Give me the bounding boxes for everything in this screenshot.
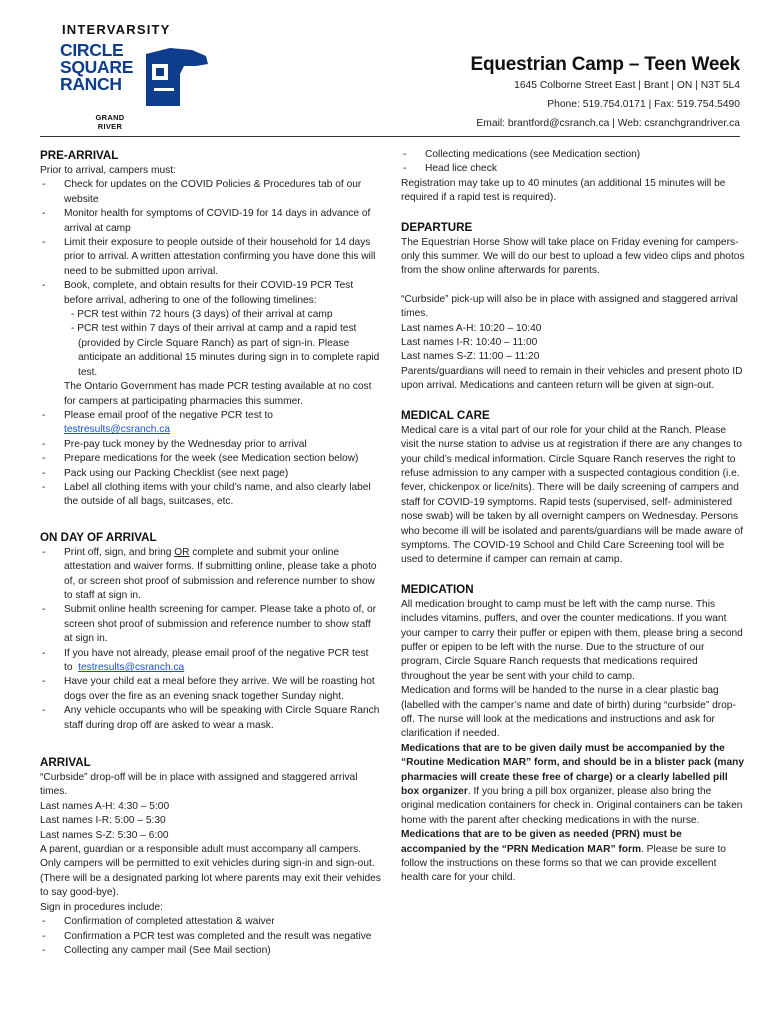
- medication-paragraph: Medication and forms will be handed to the nurse in a clear plastic bag (labelled with the camper’s name and date of birth) during “curbside” drop-off. The nurse will look at the medications and instructions and ask for clarification if needed.: [401, 685, 736, 740]
- list-item: - Prepare medications for the week (see Medication section below): [40, 452, 382, 466]
- left-column: [40, 148, 382, 958]
- list-item: - Collecting medications (see Medication section): [401, 148, 746, 162]
- list-item: - Please email proof of the negative PCR test to testresults@csranch.ca: [40, 409, 382, 438]
- departure-time-slot: Last names S-Z: 11:00 – 11:20: [401, 351, 540, 363]
- camp-logo: [58, 22, 208, 140]
- header-divider: [40, 136, 740, 137]
- departure-time-slot: Last names A-H: 10:20 – 10:40: [401, 322, 542, 334]
- circle-square-ranch-wordmark: CIRCLE SQUARE RANCH: [60, 40, 134, 94]
- list-item: - Monitor health for symptoms of COVID-19 for 14 days in advance of arrival at camp: [40, 207, 382, 236]
- medication-paragraph: All medication brought to camp must be left with the camp nurse. This includes vitamins, puffers, and over the counter medications. If you want your camper to carry their puffer or epipen with them, please bring a second puffer or epipen to be left with the nurse. Due to the structure of our program, Circle Square Ranch requests that medications required throughout the year be sent with your child to camp.: [401, 598, 743, 682]
- testresults-email-link[interactable]: testresults@csranch.ca: [64, 424, 171, 436]
- list-item: - Book, complete, and obtain results for their COVID-19 PCR Test before arrival, adhering to one of the following timelines:: [40, 279, 382, 308]
- arrival-time-slot: Last names I-R: 5:00 – 5:30: [40, 815, 166, 827]
- departure-heading: DEPARTURE: [401, 220, 473, 234]
- list-item: - Pre-pay tuck money by the Wednesday prior to arrival: [40, 438, 382, 452]
- page-header: [471, 54, 741, 133]
- arrival-paragraph: A parent, guardian or a responsible adult must accompany all campers. Only campers will be permitted to exit vehicles during sign-in and sign-out. (There will be a designated parking lot where parents may exit their vehides to say good-bye).: [40, 844, 381, 899]
- arrival-paragraph: “Curbside” drop-off will be in place with assigned and staggered arrival times.: [40, 772, 358, 798]
- pcr-note: The Ontario Government has made PCR testing available at no cost for campers at participating pharmacies this summer.: [64, 381, 372, 407]
- medical-care-paragraph: Medical care is a vital part of our role for your child at the Ranch. Please visit the nurse station to advise us at registration if there are any changes to your child’s medical information. Circle Square Ranch reserves the right to refuse admission to any camper with a suspected contagious condition (i.e. fever, chickenpox or lice/nits). There will be daily screening of campers and staff for COVID-19 symptoms. Rapid tests (supervised, self- administered nose swab) will be taken by all overnight campers on Wednesday. Persons who become ill will be isolated and parents/guardians will be made aware of symptoms. The COVID-19 School and Child Care Screening tool will be used to determine if camper can remain at camp.: [401, 424, 744, 566]
- departure-paragraph: “Curbside” pick-up will also be in place with assigned and staggered arrival times.: [401, 293, 738, 320]
- list-item: - Collecting any camper mail (See Mail section): [40, 944, 382, 958]
- list-item: - Label all clothing items with your child’s name, and also clearly label the outside of all bags, suitcases, etc.: [40, 481, 382, 510]
- arrival-heading: ARRIVAL: [40, 756, 91, 770]
- phone-line: Phone: 519.754.0171 | Fax: 519.754.5490: [547, 99, 740, 110]
- registration-note: Registration may take up to 40 minutes (an additional 15 minutes will be required if a rapid test is required).: [401, 177, 726, 204]
- grand-river-label: GRAND RIVER: [95, 113, 125, 131]
- arrival-paragraph: Sign in procedures include:: [40, 901, 163, 913]
- right-column: [401, 148, 746, 886]
- list-item: - Confirmation of completed attestation & waiver: [40, 915, 382, 929]
- list-item: - Confirmation a PCR test was completed and the result was negative: [40, 930, 382, 944]
- horse-head-icon: [140, 44, 210, 108]
- departure-paragraph: Parents/guardians will need to remain in their vehicles and present photo ID upon arrival. Medications and canteen return will be given at sign-out.: [401, 365, 743, 392]
- medication-heading: MEDICATION: [401, 582, 474, 596]
- list-item: - Any vehicle occupants who will be speaking with Circle Square Ranch staff during drop off are asked to wear a mask.: [40, 704, 382, 733]
- list-item: - Check for updates on the COVID Policies & Procedures tab of our website: [40, 178, 382, 207]
- list-item: - Have your child eat a meal before they arrive. We will be roasting hot dogs over the fire as an evening snack together Sunday night.: [40, 675, 382, 704]
- list-item: - Limit their exposure to people outside of their household for 14 days prior to arrival. A written attestation confirming you have done this will need to be submitted upon arrival.: [40, 236, 382, 279]
- medication-paragraph: Medications that are to be given daily must be accompanied by the “Routine Medication MAR” form, and should be in a blister pack (many pharmacies will create these free of charge) or a clearly labelled pill box organizer. If you bring a pill box organizer, please also bring the original medication containers for check in. Original containers can be taken home with the parent after checking medications in with the nurse.: [401, 742, 745, 826]
- list-item: - Head lice check: [401, 162, 746, 176]
- list-item: - Print off, sign, and bring OR complete and submit your online attestation and waiver forms. If submitting online, please take a photo of, or screen shot proof of submission and reference number to show to staff at sign in.: [40, 546, 382, 604]
- departure-paragraph: The Equestrian Horse Show will take place on Friday evening for campers-only this summer. We will do our best to upload a few video clips and photos from the show online afterwards for parents.: [401, 236, 745, 277]
- medication-paragraph: Medications that are to be given as needed (PRN) must be accompanied by the “PRN Medication MAR” form. Please be sure to follow the instructions on these forms so that we can provide excellent health care for your child.: [401, 829, 726, 884]
- pre-arrival-heading: PRE-ARRIVAL: [40, 149, 119, 162]
- list-item: - If you have not already, please email proof of the negative PCR test to testresults@csranch.ca: [40, 647, 382, 676]
- testresults-email-link[interactable]: testresults@csranch.ca: [78, 662, 185, 673]
- medical-care-heading: MEDICAL CARE: [401, 408, 490, 422]
- arrival-time-slot: Last names S-Z: 5:30 – 6:00: [40, 829, 169, 841]
- day-of-arrival-heading: ON DAY OF ARRIVAL: [40, 530, 157, 544]
- intervarsity-wordmark: INTERVARSITY: [62, 22, 171, 37]
- sub-list-item: - PCR test within 7 days of their arrival at camp and a rapid test (provided by Circle Square Ranch) as part of sign-in. Please anticipate an additional 15 minutes during sign in to complete rapid test.: [71, 323, 380, 378]
- page-title: Equestrian Camp – Teen Week: [470, 54, 740, 75]
- departure-time-slot: Last names I-R: 10:40 – 11:00: [401, 337, 538, 349]
- pre-arrival-intro: Prior to arrival, campers must:: [40, 165, 176, 176]
- sub-list-item: - PCR test within 72 hours (3 days) of their arrival at camp: [71, 309, 333, 321]
- email-line: Email: brantford@csranch.ca | Web: csranchgrandriver.ca: [476, 118, 740, 129]
- list-item: - Submit online health screening for camper. Please take a photo of, or screen shot proof of submission and reference number to show staff at sign in.: [40, 603, 382, 646]
- address-line: 1645 Colborne Street East | Brant | ON | N3T 5L4: [514, 80, 740, 91]
- arrival-time-slot: Last names A-H: 4:30 – 5:00: [40, 800, 170, 812]
- list-item: - Pack using our Packing Checklist (see next page): [40, 467, 382, 481]
